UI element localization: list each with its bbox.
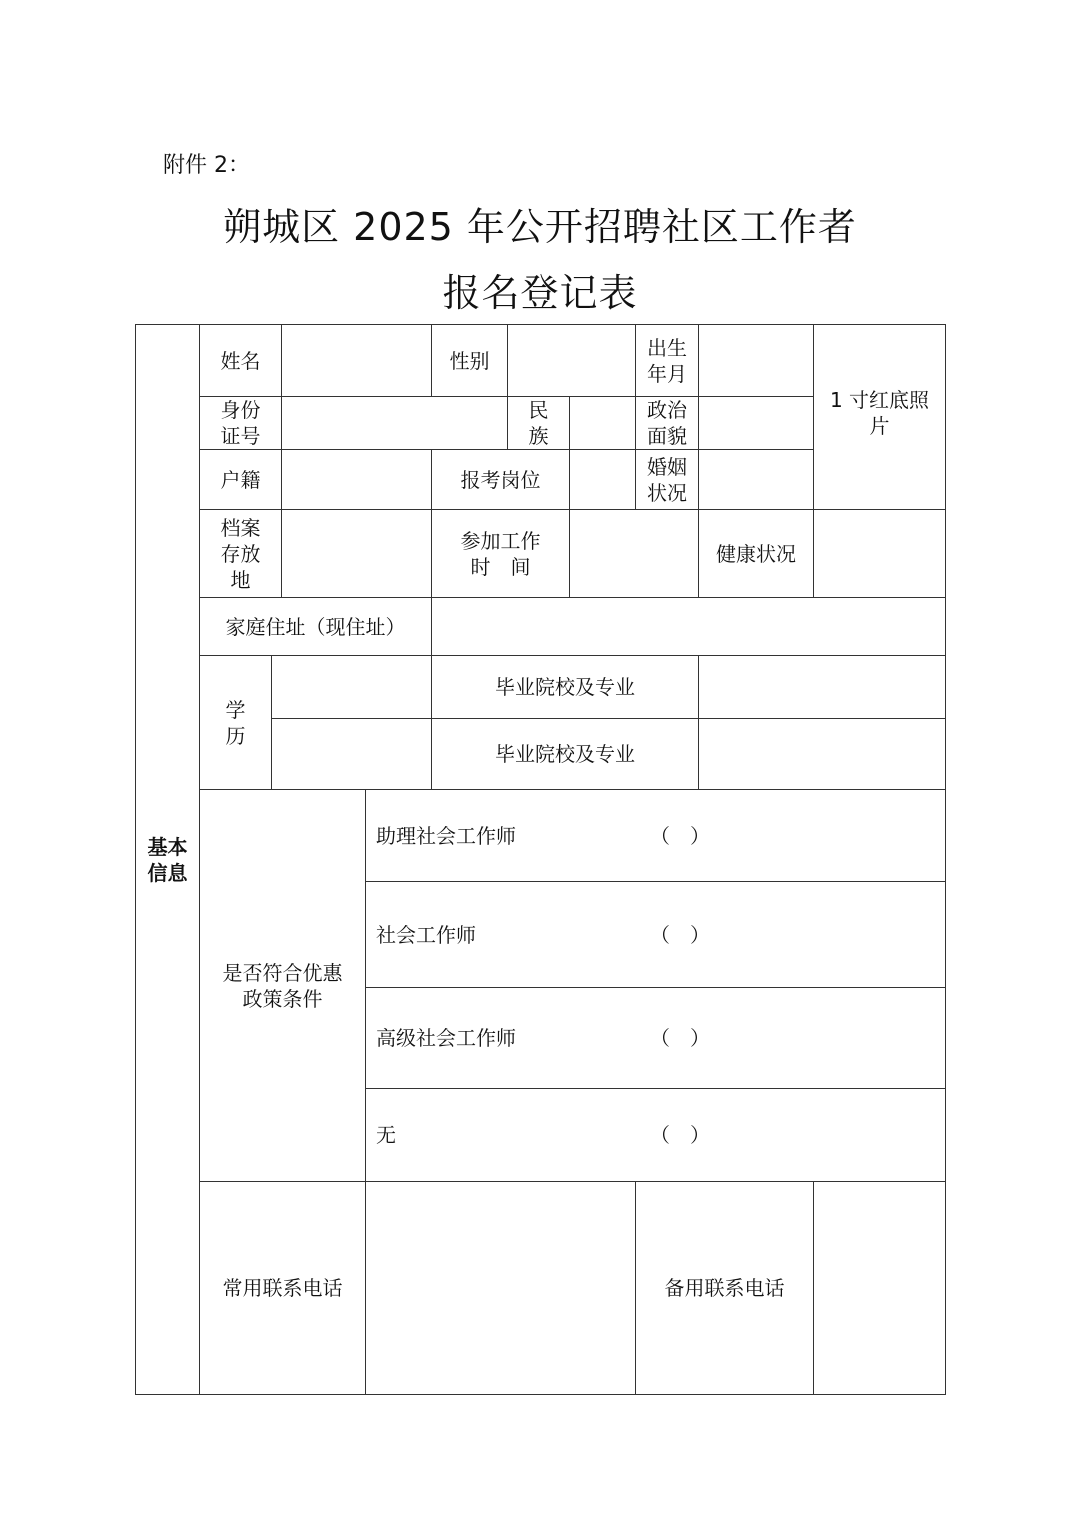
annex-label: 附件 2：: [163, 153, 250, 178]
section-basic-info: 基本 信息: [135, 324, 200, 1395]
field-id-number[interactable]: [281, 396, 508, 450]
field-school-2[interactable]: [698, 718, 946, 790]
label-education: 学 历: [199, 655, 272, 790]
label-birth: 出生 年月: [635, 324, 699, 397]
policy-option-assistant-social-worker[interactable]: [365, 789, 946, 882]
policy-option-senior-social-worker[interactable]: [365, 987, 946, 1089]
field-education-1[interactable]: [271, 655, 432, 719]
label-archive: 档案 存放 地: [199, 509, 282, 598]
label-policy: 是否符合优惠 政策条件: [199, 789, 366, 1182]
label-work-start: 参加工作 时 间: [431, 509, 570, 598]
label-school-1: 毕业院校及专业: [431, 655, 699, 719]
field-politics[interactable]: [698, 396, 814, 450]
policy-option-label: 无: [376, 1123, 396, 1147]
label-backup-phone: 备用联系电话: [635, 1181, 814, 1395]
photo-box[interactable]: 1 寸红底照 片: [813, 324, 946, 510]
field-archive[interactable]: [281, 509, 432, 598]
label-name: 姓名: [199, 324, 282, 397]
policy-option-label: 社会工作师: [376, 922, 476, 947]
field-phone[interactable]: [365, 1181, 636, 1395]
label-health: 健康状况: [698, 509, 814, 598]
field-health[interactable]: [813, 509, 946, 598]
policy-option-label: 助理社会工作师: [376, 823, 516, 848]
policy-option-checkbox[interactable]: （ ）: [650, 1123, 710, 1147]
form-subtitle: 报名登记表: [442, 271, 638, 315]
field-position[interactable]: [569, 449, 636, 510]
field-school-1[interactable]: [698, 655, 946, 719]
label-id-number: 身份 证号: [199, 396, 282, 450]
label-hukou: 户籍: [199, 449, 282, 510]
policy-option-label: 高级社会工作师: [376, 1026, 516, 1050]
form-title: 朔城区 2025 年公开招聘社区工作者: [223, 205, 857, 249]
policy-option-checkbox[interactable]: （ ）: [650, 1026, 710, 1050]
field-work-start[interactable]: [569, 509, 699, 598]
field-marital[interactable]: [698, 449, 814, 510]
field-gender[interactable]: [507, 324, 636, 397]
label-marital: 婚姻 状况: [635, 449, 699, 510]
label-ethnicity: 民 族: [507, 396, 570, 450]
policy-option-checkbox[interactable]: （ ）: [650, 823, 710, 848]
field-ethnicity[interactable]: [569, 396, 636, 450]
policy-option-social-worker[interactable]: [365, 881, 946, 988]
field-backup-phone[interactable]: [813, 1181, 946, 1395]
label-address: 家庭住址（现住址）: [199, 597, 432, 656]
field-name[interactable]: [281, 324, 432, 397]
label-phone: 常用联系电话: [199, 1181, 366, 1395]
field-birth[interactable]: [698, 324, 814, 397]
field-hukou[interactable]: [281, 449, 432, 510]
label-position: 报考岗位: [431, 449, 570, 510]
field-education-2[interactable]: [271, 718, 432, 790]
policy-option-none[interactable]: [365, 1088, 946, 1182]
label-politics: 政治 面貌: [635, 396, 699, 450]
label-gender: 性别: [431, 324, 508, 397]
label-school-2: 毕业院校及专业: [431, 718, 699, 790]
policy-option-checkbox[interactable]: （ ）: [650, 922, 710, 947]
field-address[interactable]: [431, 597, 946, 656]
